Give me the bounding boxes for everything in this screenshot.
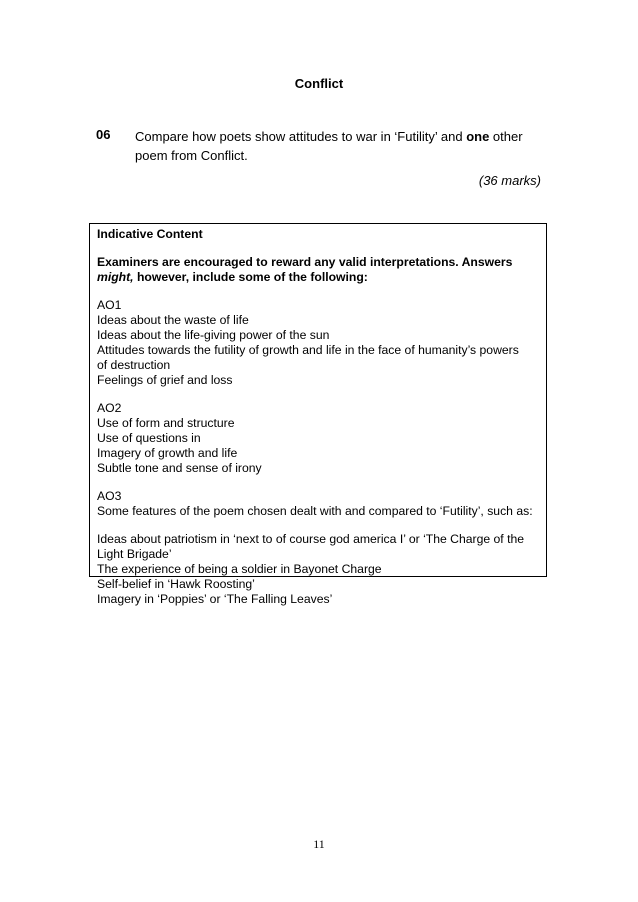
ao1-item: Feelings of grief and loss — [97, 373, 233, 387]
ao3-item: Ideas about patriotism in ‘next to of course god america I’ or ‘The Charge of the Light Brigade’ — [97, 532, 525, 561]
ao2-item: Use of form and structure — [97, 416, 235, 430]
ao3-label: AO3 — [97, 489, 122, 503]
ao1-item: Ideas about the waste of life — [97, 313, 249, 327]
ao3-item: The experience of being a soldier in Bayonet Charge — [97, 562, 382, 576]
page-number: 11 — [313, 837, 325, 851]
question-number: 06 — [96, 127, 111, 142]
question-marks: (36 marks) — [478, 173, 541, 188]
page-title: Conflict — [294, 76, 344, 91]
ao3-item: Imagery in ‘Poppies’ or ‘The Falling Leaves’ — [97, 592, 333, 606]
ao1-item: Ideas about the life-giving power of the sun — [97, 328, 330, 342]
ao2-item: Imagery of growth and life — [97, 446, 238, 460]
question-text-before: Compare how poets show attitudes to war in ‘Futility’ and — [135, 129, 467, 144]
ao2-item: Subtle tone and sense of irony — [97, 461, 262, 475]
box-heading: Indicative Content — [97, 227, 203, 241]
box-intro — [97, 255, 539, 285]
question-text-bold: one — [466, 129, 490, 144]
ao2-item: Use of questions in — [97, 431, 201, 445]
question-text — [135, 127, 555, 165]
ao3-intro: Some features of the poem chosen dealt with and compared to ‘Futility’, such as: — [97, 504, 533, 518]
box-intro-before: Examiners are encouraged to reward any valid interpretations. Answers — [97, 255, 513, 269]
ao1-label: AO1 — [97, 298, 122, 312]
ao1-item: Attitudes towards the futility of growth and life in the face of humanity’s powers of destruction — [97, 343, 519, 372]
box-intro-italic: might, — [97, 270, 134, 284]
ao2-label: AO2 — [97, 401, 122, 415]
box-intro-after: however, include some of the following: — [133, 270, 368, 284]
question-text-after: other poem from Conflict. — [135, 129, 523, 163]
ao3-item: Self-belief in ‘Hawk Roosting’ — [97, 577, 255, 591]
indicative-content-box — [89, 223, 547, 606]
